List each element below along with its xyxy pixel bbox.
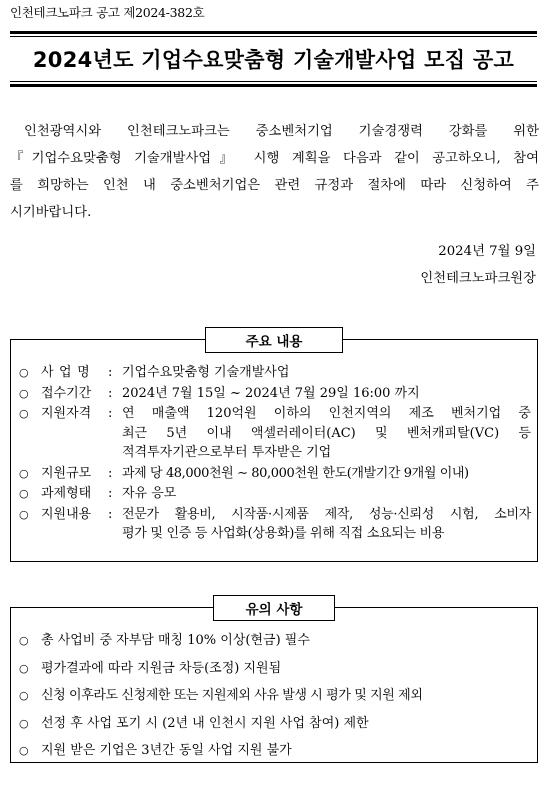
list-item: [19, 484, 531, 504]
list-item: [19, 505, 531, 544]
list-item: [19, 464, 531, 484]
announcement-number: 인천테크노파크 공고 제2024-382호: [10, 5, 205, 20]
item-value-line: 기업수요맞춤형 기술개발사업: [122, 365, 290, 380]
item-colon: :: [108, 506, 113, 522]
note-text: 평가결과에 따라 지원금 차등(조정) 지원됨: [41, 660, 282, 676]
intro-line: 시기바랍니다.: [10, 205, 92, 220]
item-value: [122, 363, 531, 383]
item-key: 지원자격: [41, 406, 92, 421]
item-value-line: 연 매출액 120억원 이하의 인천지역의 제조 벤처기업 중: [122, 406, 531, 421]
item-value-line: 자유 응모: [122, 486, 177, 501]
item-value: [122, 404, 531, 463]
main-section-label: 주요 내용: [205, 327, 343, 353]
item-value-line: 2024년 7월 15일 ~ 2024년 7월 29일 16:00 까지: [122, 385, 420, 401]
item-value-line: 최근 5년 이내 액셀러레이터(AC) 및 벤처캐피탈(VC) 등: [122, 425, 531, 441]
circle-bullet-icon: ○: [19, 661, 29, 675]
notes-section: [10, 602, 538, 763]
note-text: 지원 받은 기업은 3년간 동일 사업 지원 불가: [41, 743, 292, 758]
circle-bullet-icon: ○: [19, 744, 29, 757]
item-value-line: 과제 당 48,000천원 ∼ 80,000천원 한도(개발기간 9개월 이내): [122, 465, 469, 481]
main-content-section: [10, 334, 538, 562]
item-key: 지원내용: [41, 506, 92, 522]
item-value: [122, 464, 531, 484]
circle-bullet-icon: ○: [19, 507, 29, 521]
intro-line: 인천광역시와 인천테크노파크는 중소벤처기업 기술경쟁력 강화를 위한: [24, 124, 539, 139]
circle-bullet-icon: ○: [19, 407, 29, 420]
intro-paragraph: [10, 118, 539, 226]
circle-bullet-icon: ○: [19, 716, 29, 730]
main-content-list: [19, 363, 531, 545]
list-item: [19, 363, 531, 383]
list-item: [19, 682, 531, 710]
list-item: [19, 710, 531, 738]
list-item: [19, 404, 531, 463]
note-text: 선정 후 사업 포기 시 (2년 내 인천시 지원 사업 참여) 제한: [41, 715, 369, 731]
item-value-line: 전문가 활용비, 시작품·시제품 제작, 성능·신뢰성 시험, 소비자: [122, 506, 531, 522]
circle-bullet-icon: ○: [19, 366, 29, 379]
notes-section-label: 유의 사항: [213, 595, 335, 621]
item-value-line: 적격투자기관으로부터 투자받은 기업: [122, 445, 332, 460]
list-item: [19, 655, 531, 683]
title-banner: [10, 31, 537, 87]
item-key: 과제형태: [41, 486, 92, 501]
item-value: [122, 505, 531, 544]
circle-bullet-icon: ○: [19, 466, 29, 480]
item-key: 접수기간: [41, 385, 92, 401]
signer-name: 인천테크노파크원장: [420, 271, 536, 286]
circle-bullet-icon: ○: [19, 487, 29, 500]
item-colon: :: [108, 406, 113, 421]
list-item: [19, 737, 531, 765]
item-colon: :: [108, 465, 113, 481]
intro-line: 를 희망하는 인천 내 중소벤처기업은 관련 규정과 절차에 따라 신청하여 주: [10, 178, 539, 193]
item-key: 지원규모: [41, 465, 92, 481]
item-colon: :: [108, 486, 113, 501]
item-value-line: 평가 및 인증 등 사업화(상용화)를 위해 직접 소요되는 비용: [122, 526, 445, 541]
list-item: [19, 627, 531, 655]
note-text: 총 사업비 중 자부담 매칭 10% 이상(현금) 필수: [41, 633, 310, 648]
note-text: 신청 이후라도 신청제한 또는 지원제외 사유 발생 시 평가 및 지원 제외: [41, 688, 423, 703]
circle-bullet-icon: ○: [19, 689, 29, 702]
item-value: [122, 384, 531, 404]
announcement-date: 2024년 7월 9일: [438, 244, 536, 259]
circle-bullet-icon: ○: [19, 634, 29, 647]
item-value: [122, 484, 531, 504]
item-colon: :: [108, 385, 113, 401]
page-title: 2024년도 기업수요맞춤형 기술개발사업 모집 공고: [32, 48, 515, 72]
notes-list: [19, 627, 531, 765]
item-colon: :: [108, 365, 113, 380]
circle-bullet-icon: ○: [19, 386, 29, 400]
intro-line: 『기업수요맞춤형 기술개발사업』 시행 계획을 다음과 같이 공고하오니, 참여: [10, 151, 539, 166]
list-item: [19, 384, 531, 404]
item-key: 사업명: [41, 365, 96, 380]
